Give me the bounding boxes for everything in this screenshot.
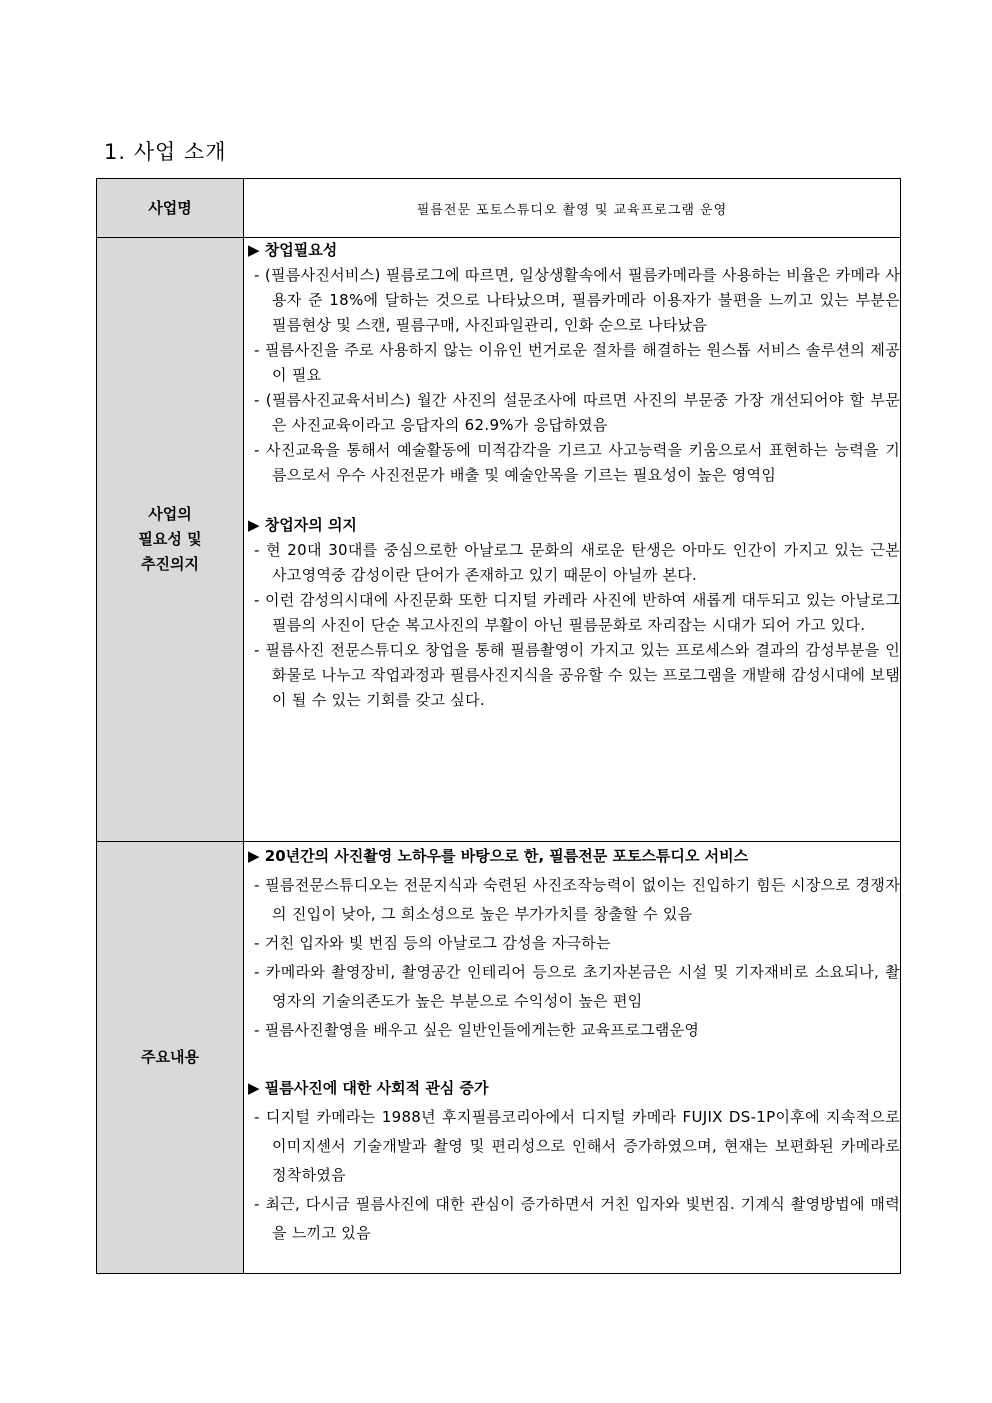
bullet-item: - 디지털 카메라는 1988년 후지필름코리아에서 디지털 카메라 FUJIX DS-1P이후에 지속적으로 이미지센서 기술개발과 촬영 및 편리성으로 인해서 증가하였으며, 현재는 보편화된 카메라로 정착하였음 [254,1108,900,1184]
spacer [244,488,900,513]
bullet-item: - 카메라와 촬영장비, 촬영공간 인테리어 등으로 초기자본금은 시설 및 기자재비로 소요되나, 촬영자의 기술의존도가 높은 부분으로 수익성이 높은 편임 [254,963,900,1010]
bullet-item: - 필름사진 전문스튜디오 창업을 통해 필름촬영이 가지고 있는 프로세스와 결과의 감성부분을 인화물로 나누고 작업과정과 필름사진지식을 공유할 수 있는 프로그램을 개발해 감성시대에 보탬이 될 수 있는 기회를 갖고 싶다. [254,641,900,709]
bullet-item: - (필름사진교육서비스) 월간 사진의 설문조사에 따르면 사진의 부문중 가장 개선되어야 할 부문은 사진교육이라고 응답자의 62.9%가 응답하였음 [254,391,900,434]
spacer [244,1045,900,1074]
bullet-item: - 필름전문스튜디오는 전문지식과 숙련된 사진조작능력이 없이는 진입하기 힘든 시장으로 경쟁자의 진입이 낮아, 그 희소성으로 높은 부가가치를 창출할 수 있음 [254,876,900,923]
label-business-name: 사업명 [97,179,244,238]
necessity-content [244,238,901,842]
bullet-item: - 사진교육을 통해서 예술활동에 미적감각을 기르고 사고능력을 키움으로서 표현하는 능력을 기름으로서 우수 사진전문가 배출 및 예술안목을 기르는 필요성이 높은 영역임 [254,441,900,484]
bullet-item: - 필름사진촬영을 배우고 싶은 일반인들에게는한 교육프로그램운영 [254,1021,700,1039]
section-title: 1. 사업 소개 [104,140,227,164]
bullet-item: - (필름사진서비스) 필름로그에 따르면, 일상생활속에서 필름카메라를 사용하는 비율은 카메라 사용자 준 18%에 달하는 것으로 나타났으며, 필름카메라 이용자가 불편을 느끼고 있는 부분은 필름현상 및 스캔, 필름구매, 사진파일관리, 인화 순으로 나타났음 [254,266,900,334]
row-business-name [97,179,901,238]
label-line: 사업의 [148,505,192,523]
bullet-item: - 현 20대 30대를 중심으로한 아날로그 문화의 새로운 탄생은 아마도 인간이 가지고 있는 근본 사고영역중 감성이란 단어가 존재하고 있기 때문이 아닐까 본다. [254,541,900,584]
block-heading: ▶ 20년간의 사진촬영 노하우를 바탕으로 한, 필름전문 포토스튜디오 서비스 [248,847,749,865]
row-main-content [97,842,901,1274]
block-heading: ▶ 창업자의 의지 [248,516,357,534]
label-line: 추진의지 [141,555,199,573]
bullet-item: - 이런 감성의시대에 사진문화 또한 디지털 카레라 사진에 반하여 새롭게 대두되고 있는 아날로그 필름의 사진이 단순 복고사진의 부활이 아닌 필름문화로 자리잡는 시대가 되어 가고 있다. [254,591,900,634]
label-necessity [97,238,244,842]
block-heading: ▶ 창업필요성 [248,241,338,259]
business-name-value: 필름전문 포토스튜디오 촬영 및 교육프로그램 운영 [244,179,901,238]
business-intro-table [96,178,901,1274]
label-line: 필요성 및 [138,530,202,548]
bullet-item: - 거친 입자와 빛 번짐 등의 아날로그 감성을 자극하는 [254,934,611,952]
bullet-item: - 최근, 다시금 필름사진에 대한 관심이 증가하면서 거친 입자와 빛번짐. 기계식 촬영방법에 매력을 느끼고 있음 [254,1195,900,1242]
row-necessity [97,238,901,842]
bullet-item: - 필름사진을 주로 사용하지 않는 이유인 번거로운 절차를 해결하는 원스톱 서비스 솔루션의 제공이 필요 [254,341,900,384]
block-heading: ▶ 필름사진에 대한 사회적 관심 증가 [248,1079,489,1097]
label-main-content: 주요내용 [97,842,244,1274]
main-content [244,842,901,1274]
